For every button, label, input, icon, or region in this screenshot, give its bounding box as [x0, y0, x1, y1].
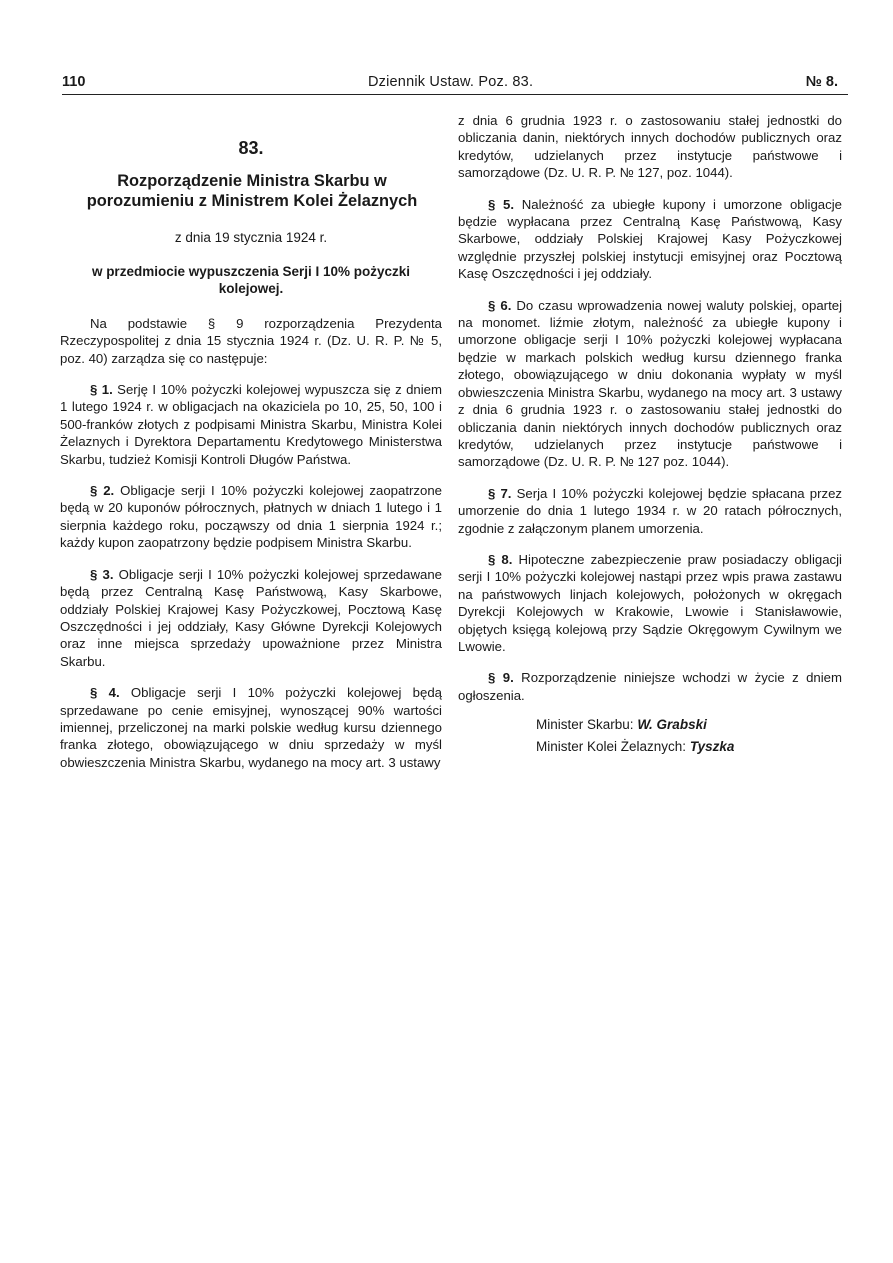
- section-label: § 4.: [90, 685, 120, 701]
- section-3: [60, 566, 442, 670]
- section-label: § 9.: [488, 670, 514, 686]
- section-text: Obligacje serji I 10% pożyczki kolejowej będą sprzedawane po cenie emisyjnej, wynoszącej 90% wartości imiennej, przeliczonej na marki polskie według kursu dziennego franka złotego, obowiązującego w dniu sprzedaży w myśl obwieszczenia Ministra Skarbu, wydanego na mocy art. 3 ustawy: [60, 685, 442, 770]
- section-text: Do czasu wprowadzenia nowej waluty polskiej, opartej na monomet. liźmie złotym, należność za ubiegłe kupony i umorzone obligacje serji I 10% pożyczki kolejowej wypłacana będzie w markach polskich według kursu dziennego franka złotego, obowiązującego w dniu dokonania wypłaty w myśl obwieszczenia Ministra Skarbu, wydanego na mocy art. 3 ustawy z dnia 6 grudnia 1923 r. o zastosowaniu stałej jednostki do obliczania danin niektórych innych dochodów publicznych oraz kredytów, udzielanych przez instytucje państwowe i samorządowe (Dz. U. R. P. № 127 poz. 1044).: [458, 297, 842, 470]
- section-9: [458, 669, 842, 704]
- continuation-text: z dnia 6 grudnia 1923 r. o zastosowaniu stałej jednostki do obliczania danin, niektórych innych dochodów publicznych oraz kredytów, udzielanych przez instytucje państwowe i samorządowe (Dz. U. R. P. № 127, poz. 1044).: [458, 113, 842, 181]
- signature-name: W. Grabski: [637, 717, 707, 733]
- section-2: [60, 482, 442, 552]
- section-text: Obligacje serji I 10% pożyczki kolejowej sprzedawane będą przez Centralną Kasę Państwową, Kasy Skarbowe, oddziały Polskiej Krajowej Kasy Pożyczkowej, Pocztową Kasę Oszczędności i jej oddziały, Kasy Główne Dyrekcji Kolejowych oraz inne miejsca sprzedaży upoważnione przez Ministra Skarbu.: [60, 566, 442, 669]
- section-label: § 7.: [488, 485, 512, 501]
- section-label: § 3.: [90, 566, 114, 582]
- left-column: [60, 112, 442, 771]
- page-header: [62, 70, 848, 95]
- section-text: Hipoteczne zabezpieczenie praw posiadaczy obligacji serji I 10% pożyczki kolejowej nastąpi przez wpis prawa zastawu na państwowych linjach kolejowych, położonych w okręgach Dyrekcji Kolejowych w Krakowie, Lwowie i Stanisławowie, objętych księgą kolejową przy Sądzie Okręgowym Cywilnym we Lwowie.: [458, 551, 842, 654]
- section-text: Obligacje serji I 10% pożyczki kolejowej zaopatrzone będą w 20 kuponów półrocznych, płatnych w dniach 1 lutego i 1 sierpnia każdego roku, począwszy od dnia 1 sierpnia 1924 r.; każdy kupon zaopatrzony będzie podpisem Ministra Skarbu.: [60, 483, 443, 551]
- section-label: § 8.: [488, 551, 513, 567]
- section-text: Należność za ubiegłe kupony i umorzone obligacje będzie wypłacana przez Centralną Kasę Państwową, Kasy Skarbowe, oddziały Polskiej Krajowej Kasy Pożyczkowej względnie przyszłej polskiej instytucji emisyjnej oraz Pocztową Kasę Oszczędności i jej oddziały.: [458, 196, 843, 282]
- signature-line: [458, 736, 842, 758]
- section-label: § 1.: [90, 382, 113, 398]
- signature-role: Minister Skarbu:: [536, 717, 634, 733]
- section-4: [60, 684, 442, 771]
- signature-name: Tyszka: [689, 739, 735, 755]
- section-text: Rozporządzenie niniejsze wchodzi w życie z dniem ogłoszenia.: [458, 670, 842, 703]
- issue-number: № 8.: [805, 74, 838, 90]
- act-subject: w przedmiocie wypuszczenia Serji I 10% pożyczki kolejowej.: [91, 263, 411, 296]
- section-7: [458, 485, 842, 537]
- act-number: 83.: [238, 138, 264, 158]
- section-text: Serja I 10% pożyczki kolejowej będzie spłacana przez umorzenie do dnia 1 lutego 1934 r. w 20 ratach półrocznych, zgodnie z załączonym planem umorzenia.: [458, 485, 843, 536]
- signature-role: Minister Kolei Żelaznych:: [536, 739, 687, 755]
- act-date: z dnia 19 stycznia 1924 r.: [174, 230, 328, 246]
- section-label: § 2.: [90, 483, 115, 499]
- section-label: § 6.: [488, 297, 512, 313]
- section-8: [458, 551, 842, 655]
- signatures: [458, 714, 842, 758]
- section-1: [60, 381, 442, 468]
- section-label: § 5.: [488, 196, 515, 212]
- preamble: Na podstawie § 9 rozporządzenia Prezydenta Rzeczypospolitej z dnia 15 stycznia 1924 r. (Dz. U. R. P. № 5, poz. 40) zarządza się co następuje:: [60, 315, 442, 366]
- act-title: Rozporządzenie Ministra Skarbu w porozumieniu z Ministrem Kolei Żelaznych: [86, 172, 418, 211]
- section-text: Serję I 10% pożyczki kolejowej wypuszcza się z dniem 1 lutego 1924 r. w obligacjach na okaziciela po 10, 25, 50, 100 i 500-franków złotych z podpisami Ministra Skarbu, Ministra Kolei Żelaznych i Dyrektora Departamentu Kredytowego Ministerstwa Skarbu, tudzież Komisji Kontroli Długów Państwa.: [60, 382, 442, 467]
- signature-line: [458, 714, 842, 736]
- journal-title: Dziennik Ustaw. Poz. 83.: [368, 74, 534, 90]
- section-6: [458, 297, 842, 471]
- section-5: [458, 196, 842, 283]
- right-column: [458, 112, 842, 758]
- page-number: 110: [62, 74, 86, 90]
